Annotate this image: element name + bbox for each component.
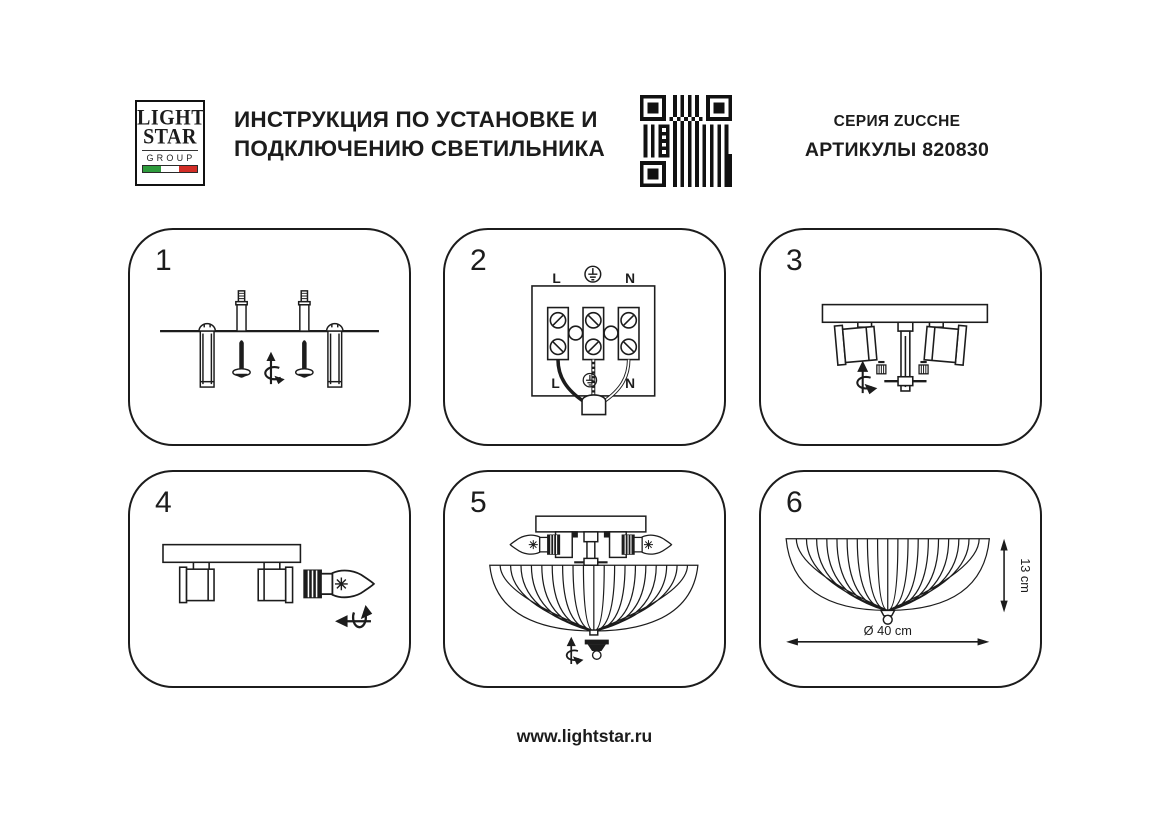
qr-code bbox=[640, 95, 732, 187]
diameter-dimension bbox=[786, 638, 989, 645]
panel-step-1 bbox=[128, 228, 411, 446]
nut-icon bbox=[877, 362, 886, 374]
center-stem bbox=[884, 322, 926, 391]
neutral-label-bottom: N bbox=[625, 376, 636, 392]
panel-step-4 bbox=[128, 470, 411, 688]
height-dimension bbox=[1000, 539, 1007, 613]
mounting-screw-icon bbox=[296, 340, 313, 378]
height-value: 13 cm bbox=[1017, 558, 1033, 593]
diagram-dimensions bbox=[761, 472, 1040, 686]
neutral-label-top: N bbox=[625, 271, 636, 287]
page-title bbox=[234, 105, 605, 163]
wall-anchor-icon bbox=[236, 291, 247, 331]
cable-sheath bbox=[582, 395, 606, 415]
earth-ground-icon bbox=[585, 266, 601, 282]
diameter-value: Ø 40 cm bbox=[863, 622, 912, 638]
italian-flag-stripe bbox=[142, 165, 198, 173]
long-bolt-icon bbox=[199, 324, 215, 387]
diagram-mounting-holes bbox=[130, 230, 409, 444]
diagram-fix-base bbox=[761, 230, 1040, 444]
series-block bbox=[783, 113, 1011, 162]
website-url: www.lightstar.ru bbox=[516, 726, 653, 746]
candle-bulb-icon bbox=[622, 535, 671, 554]
diagram-insert-bulb bbox=[130, 472, 409, 686]
line-label-bottom: L bbox=[551, 376, 560, 392]
diagram-attach-shade bbox=[445, 472, 724, 686]
step-number: 4 bbox=[155, 486, 172, 519]
logo-word-star: STAR bbox=[143, 124, 197, 150]
glass-shade bbox=[786, 539, 989, 611]
series-name: СЕРИЯ ZUCCHE bbox=[833, 113, 961, 130]
candle-bulb-icon bbox=[304, 571, 374, 598]
step-number: 3 bbox=[786, 244, 803, 277]
lightstar-logo bbox=[135, 100, 205, 186]
lamp-holder bbox=[180, 562, 214, 602]
mounting-plate bbox=[822, 305, 987, 323]
long-bolt-icon bbox=[327, 324, 343, 387]
turn-arrow-icon bbox=[567, 638, 583, 664]
diagram-wiring bbox=[445, 230, 724, 444]
step-number: 1 bbox=[155, 244, 172, 277]
lamp-holder bbox=[258, 562, 292, 602]
panel-step-5 bbox=[443, 470, 726, 688]
mounting-plate bbox=[163, 545, 300, 563]
step-number: 6 bbox=[786, 486, 803, 519]
wall-anchor-icon bbox=[299, 291, 310, 331]
mounting-plate bbox=[536, 516, 646, 532]
lamp-holder bbox=[924, 322, 967, 365]
mounting-screw-icon bbox=[233, 340, 250, 378]
finial-icon bbox=[585, 640, 608, 659]
center-stem bbox=[574, 532, 607, 565]
step-number: 2 bbox=[470, 244, 487, 277]
candle-bulb-icon bbox=[510, 535, 559, 554]
lamp-holder bbox=[834, 322, 877, 365]
panel-step-2 bbox=[443, 228, 726, 446]
turn-arrow-icon bbox=[857, 362, 875, 393]
logo-word-group: GROUP bbox=[142, 150, 198, 163]
title-line-1: ИНСТРУКЦИЯ ПО УСТАНОВКЕ И bbox=[234, 107, 598, 132]
turn-arrow-icon bbox=[337, 607, 371, 627]
turn-arrow-icon bbox=[265, 352, 284, 384]
panel-step-3 bbox=[759, 228, 1042, 446]
nut-icon bbox=[919, 362, 928, 374]
glass-shade bbox=[490, 565, 698, 631]
article-number: АРТИКУЛЫ 820830 bbox=[804, 139, 990, 161]
panel-step-6 bbox=[759, 470, 1042, 688]
line-label-top: L bbox=[552, 271, 561, 287]
title-line-2: ПОДКЛЮЧЕНИЮ СВЕТИЛЬНИКА bbox=[234, 136, 605, 161]
step-number: 5 bbox=[470, 486, 487, 519]
logo-word-light: LIGHT bbox=[137, 105, 206, 131]
